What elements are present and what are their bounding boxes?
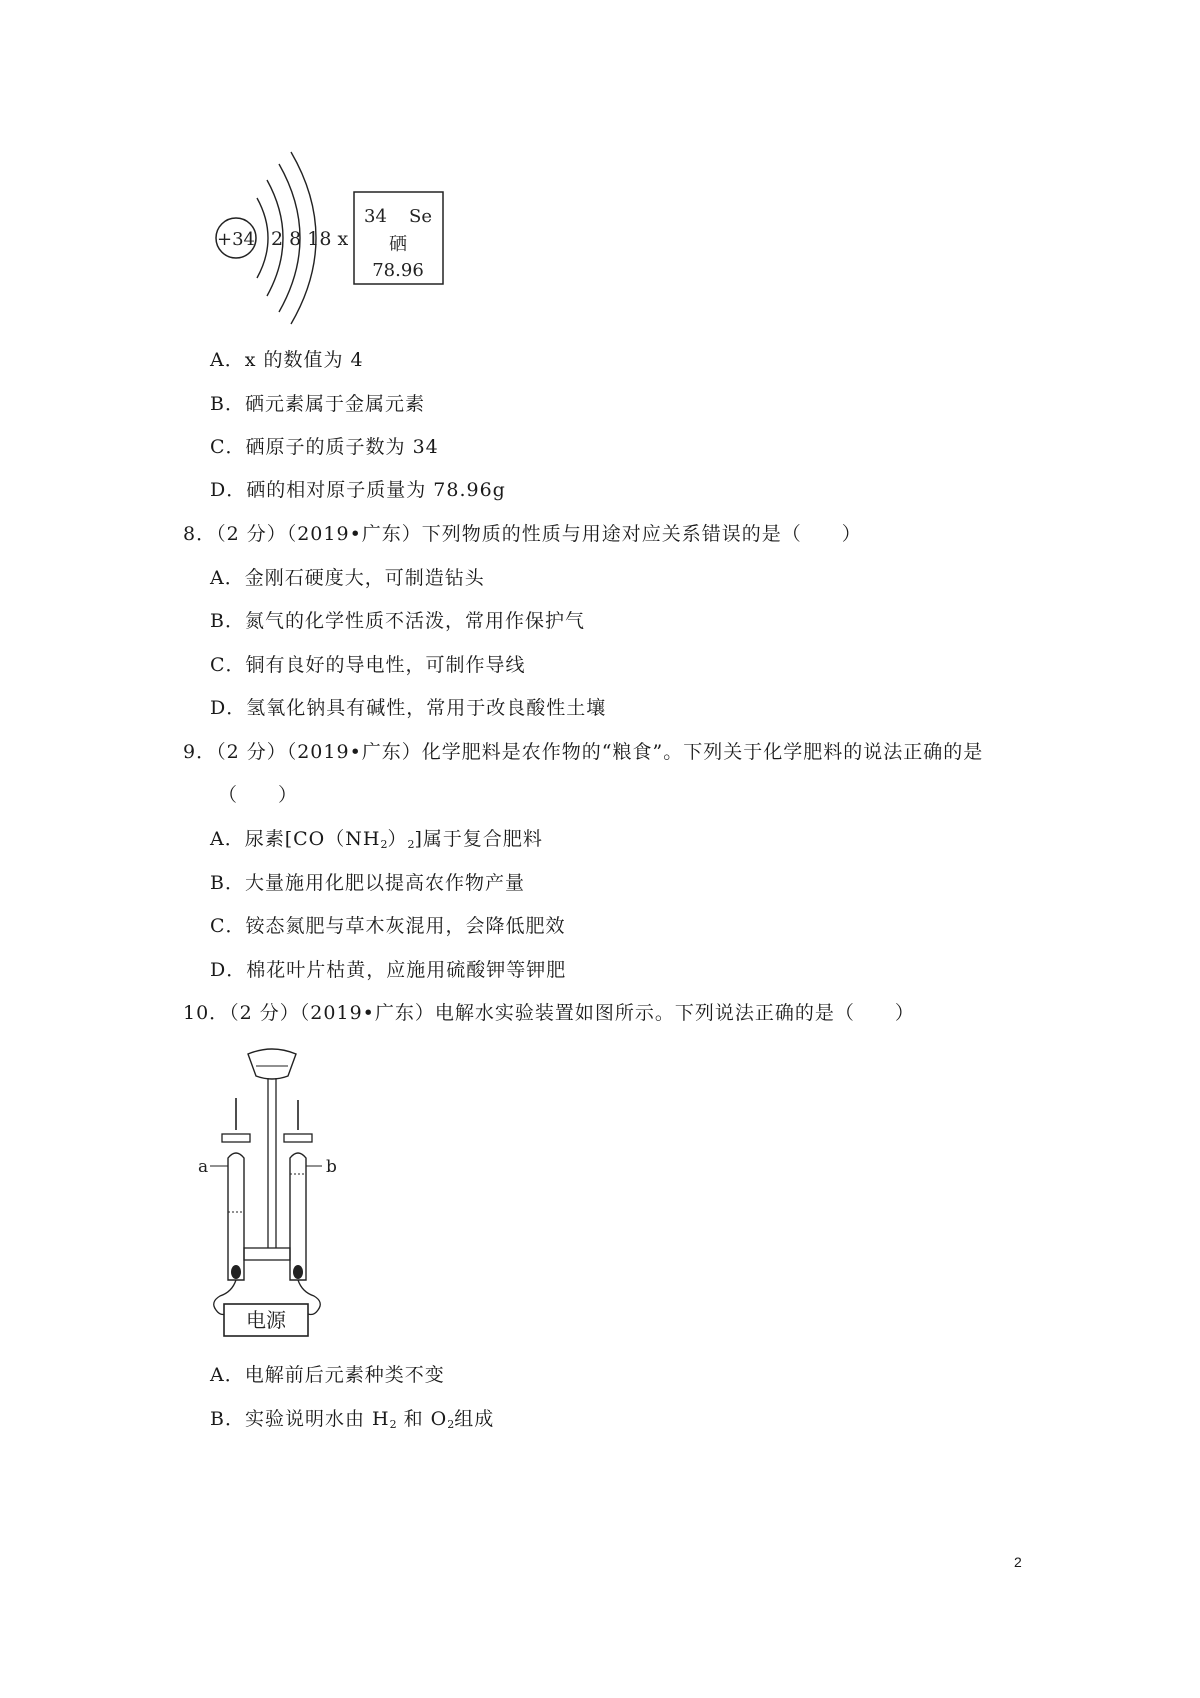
q9-option-a-sub2: 2 (407, 838, 415, 851)
selenium-figure (205, 150, 495, 330)
right-electrode (293, 1265, 303, 1279)
right-tube (290, 1153, 306, 1280)
q10-option-b (210, 1407, 494, 1437)
q9-option-a-sub1: 2 (380, 838, 388, 851)
label-a: a (198, 1157, 209, 1177)
q9-option-a (210, 827, 543, 857)
label-b: b (326, 1157, 337, 1177)
q7-option-c: C．硒原子的质子数为 34 (210, 436, 439, 458)
q8-option-b: B．氮气的化学性质不活泼，常用作保护气 (210, 610, 585, 632)
q10-stem: 10．（2 分）（2019•广东）电解水实验装置如图所示。下列说法正确的是（ ） (183, 1002, 915, 1024)
q10-option-b-pre: B．实验说明水由 H (210, 1408, 390, 1430)
left-tube (228, 1153, 244, 1280)
q9-option-a-post: ]属于复合肥料 (414, 828, 543, 850)
left-electrode (231, 1265, 241, 1279)
page-number: 2 (1014, 1554, 1022, 1570)
connecting-bridge (244, 1248, 290, 1260)
atomic-number: 34 (364, 206, 387, 227)
q8-option-a: A．金刚石硬度大，可制造钻头 (210, 567, 485, 589)
electron-shells: 2 8 18 x (271, 228, 349, 250)
electrolysis-apparatus-figure (198, 1040, 380, 1345)
q9-answer-paren: （ ） (218, 784, 299, 806)
q9-option-b: B．大量施用化肥以提高农作物产量 (210, 872, 525, 894)
shell-arc-1 (257, 198, 268, 278)
q8-stem: 8．（2 分）（2019•广东）下列物质的性质与用途对应关系错误的是（ ） (183, 523, 862, 545)
element-name: 硒 (389, 234, 407, 255)
q7-option-d: D．硒的相对原子质量为 78.96g (210, 479, 506, 501)
q7-option-a: A．x 的数值为 4 (210, 349, 364, 371)
q9-option-a-mid: ） (387, 828, 408, 850)
q10-option-b-mid: 和 O (396, 1408, 448, 1430)
q9-option-d: D．棉花叶片枯黄，应施用硫酸钾等钾肥 (210, 959, 567, 981)
nucleus-charge: +34 (217, 229, 255, 250)
left-stopcock (222, 1134, 250, 1142)
q8-option-d: D．氢氧化钠具有碱性，常用于改良酸性土壤 (210, 697, 607, 719)
reservoir-funnel (248, 1049, 296, 1079)
q8-option-c: C．铜有良好的导电性，可制作导线 (210, 654, 526, 676)
element-symbol: Se (409, 206, 432, 227)
power-supply-label: 电源 (246, 1308, 286, 1332)
q10-option-b-post: 组成 (454, 1408, 495, 1430)
atomic-mass: 78.96 (372, 260, 424, 281)
q10-option-b-sub2: 2 (447, 1418, 455, 1431)
q9-stem: 9．（2 分）（2019•广东）化学肥料是农作物的“粮食”。下列关于化学肥料的说法正确的是 (183, 741, 984, 763)
q9-option-a-pre: A．尿素[CO（NH (210, 828, 381, 850)
right-stopcock (284, 1134, 312, 1142)
q9-option-c: C．铵态氮肥与草木灰混用，会降低肥效 (210, 915, 566, 937)
q7-option-b: B．硒元素属于金属元素 (210, 393, 425, 415)
q10-option-b-sub1: 2 (389, 1418, 397, 1431)
q10-option-a: A．电解前后元素种类不变 (210, 1364, 445, 1386)
